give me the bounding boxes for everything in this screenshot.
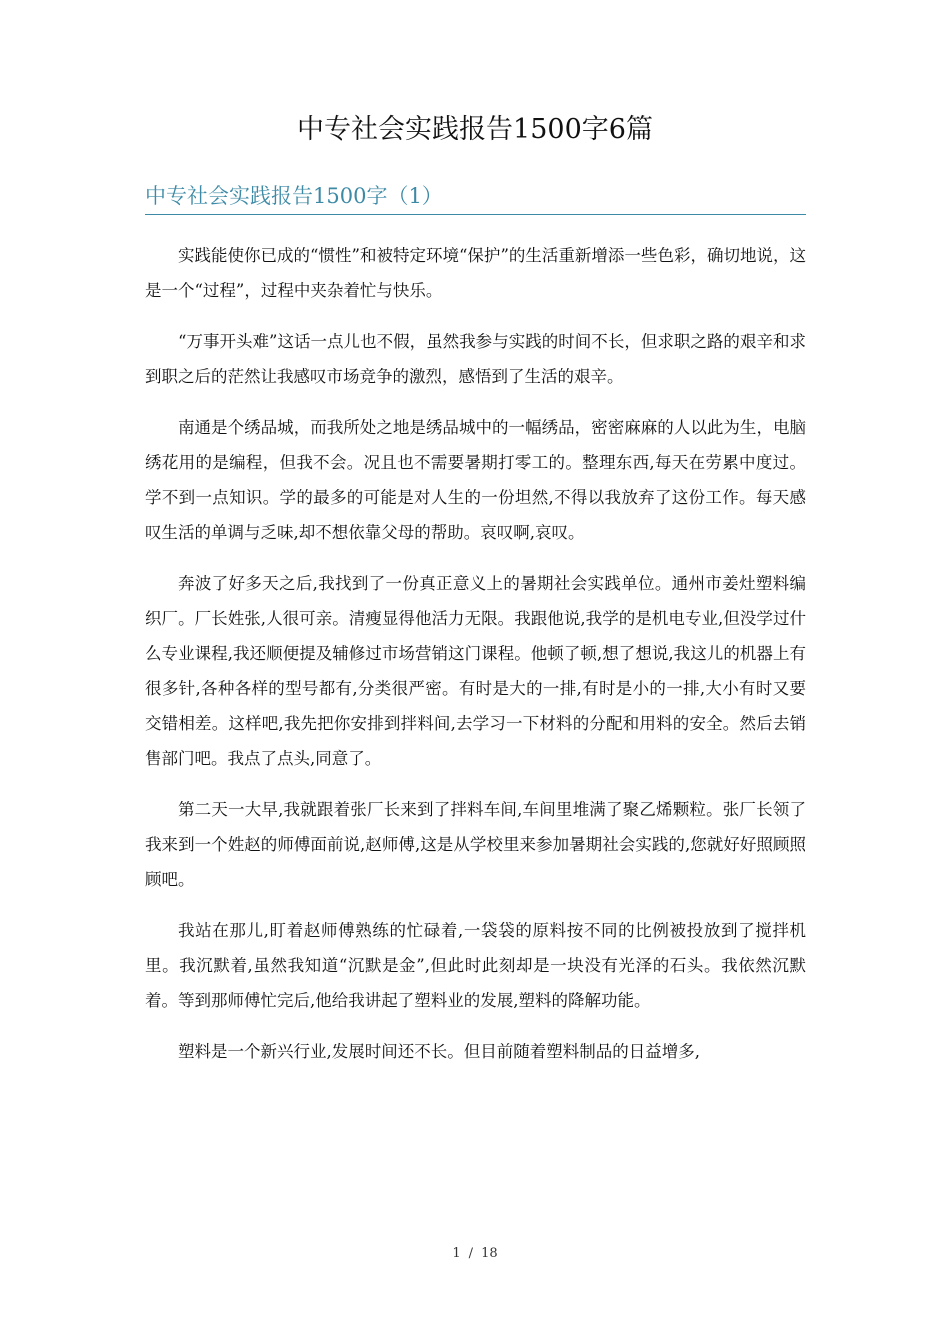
paragraph-2: “万事开头难”这话一点儿也不假，虽然我参与实践的时间不长，但求职之路的艰辛和求到职之后的茫然让我感叹市场竞争的激烈，感悟到了生活的艰辛。 — [145, 332, 806, 386]
page-current: 1 — [452, 1246, 461, 1261]
page-separator: / — [468, 1246, 474, 1261]
document-title: 中专社会实践报告1500字6篇 — [297, 114, 653, 145]
section-heading: 中专社会实践报告1500字（1） — [145, 180, 806, 215]
paragraph-1: 实践能使你已成的“惯性”和被特定环境“保护”的生活重新增添一些色彩，确切地说，这是一个“过程”，过程中夹杂着忙与快乐。 — [145, 246, 806, 300]
paragraph-7: 塑料是一个新兴行业,发展时间还不长。但目前随着塑料制品的日益增多, — [178, 1042, 700, 1061]
paragraph-6: 我站在那儿,盯着赵师傅熟练的忙碌着,一袋袋的原料按不同的比例被投放到了搅拌机里。我沉默着,虽然我知道“沉默是金”,但此时此刻却是一块没有光泽的石头。我依然沉默着。等到那师傅忙完后,他给我讲起了塑料业的发展,塑料的降解功能。 — [145, 921, 806, 1010]
document-body — [145, 238, 806, 1085]
paragraph-3: 南通是个绣品城，而我所处之地是绣品城中的一幅绣品，密密麻麻的人以此为生，电脑绣花用的是编程，但我不会。况且也不需要暑期打零工的。整理东西,每天在劳累中度过。学不到一点知识。学的最多的可能是对人生的一份坦然,不得以我放弃了这份工作。每天感叹生活的单调与乏味,却不想依靠父母的帮助。哀叹啊,哀叹。 — [145, 418, 806, 542]
paragraph-4: 奔波了好多天之后,我找到了一份真正意义上的暑期社会实践单位。通州市姜灶塑料编织厂。厂长姓张,人很可亲。清瘦显得他活力无限。我跟他说,我学的是机电专业,但没学过什么专业课程,我还顺便提及辅修过市场营销这门课程。他顿了顿,想了想说,我这儿的机器上有很多针,各种各样的型号都有,分类很严密。有时是大的一排,有时是小的一排,大小有时又要交错相差。这样吧,我先把你安排到拌料间,去学习一下材料的分配和用料的安全。然后去销售部门吧。我点了点头,同意了。 — [145, 574, 806, 768]
page-number-footer — [0, 1246, 950, 1261]
page-total: 18 — [481, 1246, 498, 1261]
paragraph-5: 第二天一大早,我就跟着张厂长来到了拌料车间,车间里堆满了聚乙烯颗粒。张厂长领了我来到一个姓赵的师傅面前说,赵师傅,这是从学校里来参加暑期社会实践的,您就好好照顾照顾吧。 — [145, 800, 806, 889]
